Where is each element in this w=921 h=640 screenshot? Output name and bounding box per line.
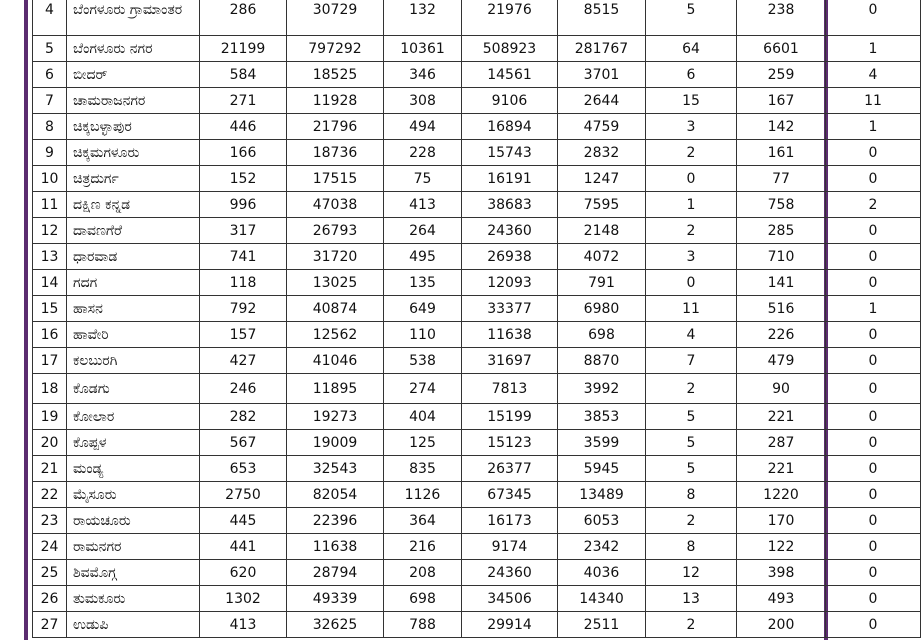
serial-number-cell: 16: [33, 322, 67, 348]
col1-cell: 246: [200, 374, 287, 404]
col2-cell: 19273: [287, 404, 384, 430]
col1-cell: 567: [200, 430, 287, 456]
col4-cell: 67345: [462, 482, 558, 508]
district-name-cell: ಕಲಬುರಗಿ: [67, 348, 200, 374]
district-name-cell: ಹಾಸನ: [67, 296, 200, 322]
col8-cell: 0: [826, 560, 921, 586]
district-name-cell: ಚಾಮರಾಜನಗರ: [67, 88, 200, 114]
col2-cell: 11638: [287, 534, 384, 560]
col5-cell: 5945: [558, 456, 646, 482]
serial-number-cell: 20: [33, 430, 67, 456]
col8-cell: 1: [826, 114, 921, 140]
col3-cell: 208: [384, 560, 462, 586]
district-name-cell: ಚಿತ್ರದುರ್ಗ: [67, 166, 200, 192]
col4-cell: 24360: [462, 560, 558, 586]
table-row: [33, 62, 921, 88]
col3-cell: 216: [384, 534, 462, 560]
col3-cell: 10361: [384, 36, 462, 62]
col2-cell: 32625: [287, 612, 384, 638]
col4-cell: 9174: [462, 534, 558, 560]
col1-cell: 446: [200, 114, 287, 140]
col1-cell: 286: [200, 0, 287, 36]
table-row: [33, 36, 921, 62]
district-name-cell: ಹಾವೇರಿ: [67, 322, 200, 348]
col6-cell: 0: [646, 270, 737, 296]
table-row: [33, 270, 921, 296]
col6-cell: 64: [646, 36, 737, 62]
col3-cell: 75: [384, 166, 462, 192]
col3-cell: 125: [384, 430, 462, 456]
col3-cell: 698: [384, 586, 462, 612]
district-name-cell: ಚಿಕ್ಕಬಳ್ಳಾಪುರ: [67, 114, 200, 140]
col2-cell: 11895: [287, 374, 384, 404]
col8-cell: 0: [826, 482, 921, 508]
table-row: [33, 218, 921, 244]
col7-cell: 287: [737, 430, 826, 456]
col4-cell: 26938: [462, 244, 558, 270]
col6-cell: 2: [646, 218, 737, 244]
col1-cell: 2750: [200, 482, 287, 508]
col6-cell: 5: [646, 0, 737, 36]
col1-cell: 271: [200, 88, 287, 114]
district-name-cell: ಗದಗ: [67, 270, 200, 296]
col2-cell: 31720: [287, 244, 384, 270]
table-row: [33, 374, 921, 404]
district-name-cell: ಶಿವಮೊಗ್ಗ: [67, 560, 200, 586]
col8-cell: 0: [826, 0, 921, 36]
col4-cell: 14561: [462, 62, 558, 88]
col4-cell: 16191: [462, 166, 558, 192]
col7-cell: 710: [737, 244, 826, 270]
serial-number-cell: 9: [33, 140, 67, 166]
serial-number-cell: 24: [33, 534, 67, 560]
col5-cell: 6053: [558, 508, 646, 534]
table-row: [33, 192, 921, 218]
serial-number-cell: 15: [33, 296, 67, 322]
district-name-cell: ಮಂಡ್ಯ: [67, 456, 200, 482]
col3-cell: 274: [384, 374, 462, 404]
col6-cell: 1: [646, 192, 737, 218]
col7-cell: 516: [737, 296, 826, 322]
table-row: [33, 508, 921, 534]
district-name-cell: ಕೊಡಗು: [67, 374, 200, 404]
col7-cell: 259: [737, 62, 826, 88]
district-name-cell: ಬೆಂಗಳೂರು ನಗರ: [67, 36, 200, 62]
col2-cell: 17515: [287, 166, 384, 192]
col1-cell: 1302: [200, 586, 287, 612]
col2-cell: 19009: [287, 430, 384, 456]
col6-cell: 15: [646, 88, 737, 114]
col7-cell: 141: [737, 270, 826, 296]
col2-cell: 41046: [287, 348, 384, 374]
col8-cell: 0: [826, 270, 921, 296]
col8-cell: 4: [826, 62, 921, 88]
col8-cell: 0: [826, 140, 921, 166]
col5-cell: 4036: [558, 560, 646, 586]
district-name-cell: ಉಡುಪಿ: [67, 612, 200, 638]
col1-cell: 996: [200, 192, 287, 218]
col6-cell: 2: [646, 374, 737, 404]
col8-cell: 0: [826, 534, 921, 560]
col7-cell: 200: [737, 612, 826, 638]
serial-number-cell: 14: [33, 270, 67, 296]
col7-cell: 161: [737, 140, 826, 166]
serial-number-cell: 26: [33, 586, 67, 612]
table-row: [33, 430, 921, 456]
col4-cell: 15743: [462, 140, 558, 166]
col5-cell: 7595: [558, 192, 646, 218]
page-margin: [0, 0, 24, 640]
col1-cell: 445: [200, 508, 287, 534]
col6-cell: 2: [646, 508, 737, 534]
district-statistics-table: [32, 0, 921, 638]
col1-cell: 741: [200, 244, 287, 270]
col5-cell: 3599: [558, 430, 646, 456]
col4-cell: 16894: [462, 114, 558, 140]
district-name-cell: ರಾಯಚೂರು: [67, 508, 200, 534]
table-row: [33, 560, 921, 586]
col6-cell: 2: [646, 140, 737, 166]
col2-cell: 13025: [287, 270, 384, 296]
col2-cell: 22396: [287, 508, 384, 534]
col6-cell: 5: [646, 430, 737, 456]
col8-cell: 1: [826, 36, 921, 62]
district-name-cell: ತುಮಕೂರು: [67, 586, 200, 612]
col7-cell: 142: [737, 114, 826, 140]
col4-cell: 7813: [462, 374, 558, 404]
col1-cell: 620: [200, 560, 287, 586]
col5-cell: 698: [558, 322, 646, 348]
table-row: [33, 348, 921, 374]
col3-cell: 413: [384, 192, 462, 218]
col4-cell: 33377: [462, 296, 558, 322]
col4-cell: 15123: [462, 430, 558, 456]
col5-cell: 281767: [558, 36, 646, 62]
col5-cell: 13489: [558, 482, 646, 508]
col5-cell: 3701: [558, 62, 646, 88]
col3-cell: 346: [384, 62, 462, 88]
col7-cell: 398: [737, 560, 826, 586]
col6-cell: 8: [646, 482, 737, 508]
col5-cell: 2342: [558, 534, 646, 560]
col4-cell: 21976: [462, 0, 558, 36]
table-row: [33, 296, 921, 322]
col4-cell: 29914: [462, 612, 558, 638]
serial-number-cell: 5: [33, 36, 67, 62]
col8-cell: 11: [826, 88, 921, 114]
col4-cell: 31697: [462, 348, 558, 374]
table-row: [33, 456, 921, 482]
district-name-cell: ಮೈಸೂರು: [67, 482, 200, 508]
col2-cell: 21796: [287, 114, 384, 140]
col5-cell: 14340: [558, 586, 646, 612]
col7-cell: 167: [737, 88, 826, 114]
table-row: [33, 322, 921, 348]
district-name-cell: ಬೆಂಗಳೂರು ಗ್ರಾಮಾಂತರ: [67, 0, 200, 36]
col8-cell: 2: [826, 192, 921, 218]
col1-cell: 792: [200, 296, 287, 322]
col1-cell: 584: [200, 62, 287, 88]
table-row: [33, 534, 921, 560]
col3-cell: 495: [384, 244, 462, 270]
col2-cell: 18525: [287, 62, 384, 88]
col7-cell: 1220: [737, 482, 826, 508]
table-body: [33, 0, 921, 638]
col4-cell: 11638: [462, 322, 558, 348]
table-row: [33, 0, 921, 36]
col5-cell: 3853: [558, 404, 646, 430]
col2-cell: 32543: [287, 456, 384, 482]
col4-cell: 26377: [462, 456, 558, 482]
col3-cell: 228: [384, 140, 462, 166]
col6-cell: 11: [646, 296, 737, 322]
col5-cell: 4759: [558, 114, 646, 140]
table-row: [33, 612, 921, 638]
district-name-cell: ದಕ್ಷಿಣ ಕನ್ನಡ: [67, 192, 200, 218]
col3-cell: 649: [384, 296, 462, 322]
col8-cell: 0: [826, 374, 921, 404]
col3-cell: 494: [384, 114, 462, 140]
col6-cell: 3: [646, 244, 737, 270]
col8-cell: 0: [826, 612, 921, 638]
serial-number-cell: 11: [33, 192, 67, 218]
col1-cell: 317: [200, 218, 287, 244]
col7-cell: 77: [737, 166, 826, 192]
col7-cell: 90: [737, 374, 826, 404]
col2-cell: 18736: [287, 140, 384, 166]
serial-number-cell: 21: [33, 456, 67, 482]
col7-cell: 221: [737, 456, 826, 482]
col5-cell: 3992: [558, 374, 646, 404]
col8-cell: 1: [826, 296, 921, 322]
col4-cell: 34506: [462, 586, 558, 612]
col8-cell: 0: [826, 404, 921, 430]
table-row: [33, 140, 921, 166]
col4-cell: 15199: [462, 404, 558, 430]
col3-cell: 835: [384, 456, 462, 482]
col1-cell: 282: [200, 404, 287, 430]
col1-cell: 157: [200, 322, 287, 348]
col6-cell: 12: [646, 560, 737, 586]
col5-cell: 2832: [558, 140, 646, 166]
col6-cell: 2: [646, 612, 737, 638]
col8-cell: 0: [826, 322, 921, 348]
col1-cell: 152: [200, 166, 287, 192]
col7-cell: 6601: [737, 36, 826, 62]
col6-cell: 5: [646, 404, 737, 430]
col1-cell: 427: [200, 348, 287, 374]
district-name-cell: ಕೊಪ್ಪಳ: [67, 430, 200, 456]
col3-cell: 364: [384, 508, 462, 534]
col6-cell: 4: [646, 322, 737, 348]
col3-cell: 788: [384, 612, 462, 638]
serial-number-cell: 4: [33, 0, 67, 36]
col8-cell: 0: [826, 456, 921, 482]
col6-cell: 6: [646, 62, 737, 88]
col1-cell: 166: [200, 140, 287, 166]
col7-cell: 493: [737, 586, 826, 612]
col8-cell: 0: [826, 348, 921, 374]
col3-cell: 538: [384, 348, 462, 374]
table-row: [33, 482, 921, 508]
serial-number-cell: 12: [33, 218, 67, 244]
col7-cell: 122: [737, 534, 826, 560]
col7-cell: 479: [737, 348, 826, 374]
col7-cell: 221: [737, 404, 826, 430]
col2-cell: 47038: [287, 192, 384, 218]
col8-cell: 0: [826, 166, 921, 192]
page-border-left: [24, 0, 28, 640]
col8-cell: 0: [826, 586, 921, 612]
col6-cell: 13: [646, 586, 737, 612]
col3-cell: 135: [384, 270, 462, 296]
col1-cell: 413: [200, 612, 287, 638]
col3-cell: 404: [384, 404, 462, 430]
col7-cell: 226: [737, 322, 826, 348]
col1-cell: 653: [200, 456, 287, 482]
col3-cell: 1126: [384, 482, 462, 508]
col2-cell: 82054: [287, 482, 384, 508]
col3-cell: 308: [384, 88, 462, 114]
col5-cell: 4072: [558, 244, 646, 270]
col2-cell: 49339: [287, 586, 384, 612]
col8-cell: 0: [826, 430, 921, 456]
col8-cell: 0: [826, 508, 921, 534]
col2-cell: 12562: [287, 322, 384, 348]
col7-cell: 758: [737, 192, 826, 218]
table-row: [33, 586, 921, 612]
serial-number-cell: 10: [33, 166, 67, 192]
district-name-cell: ಬೀದರ್: [67, 62, 200, 88]
serial-number-cell: 25: [33, 560, 67, 586]
col7-cell: 238: [737, 0, 826, 36]
serial-number-cell: 13: [33, 244, 67, 270]
col5-cell: 8870: [558, 348, 646, 374]
col5-cell: 6980: [558, 296, 646, 322]
col3-cell: 264: [384, 218, 462, 244]
col4-cell: 24360: [462, 218, 558, 244]
col6-cell: 3: [646, 114, 737, 140]
col5-cell: 2511: [558, 612, 646, 638]
table-row: [33, 244, 921, 270]
district-name-cell: ಧಾರವಾಡ: [67, 244, 200, 270]
col3-cell: 110: [384, 322, 462, 348]
col4-cell: 9106: [462, 88, 558, 114]
col2-cell: 30729: [287, 0, 384, 36]
col5-cell: 1247: [558, 166, 646, 192]
col2-cell: 28794: [287, 560, 384, 586]
col1-cell: 118: [200, 270, 287, 296]
serial-number-cell: 17: [33, 348, 67, 374]
serial-number-cell: 8: [33, 114, 67, 140]
col7-cell: 285: [737, 218, 826, 244]
district-name-cell: ಚಿಕ್ಕಮಗಳೂರು: [67, 140, 200, 166]
col5-cell: 2148: [558, 218, 646, 244]
serial-number-cell: 22: [33, 482, 67, 508]
col8-cell: 0: [826, 244, 921, 270]
serial-number-cell: 18: [33, 374, 67, 404]
district-name-cell: ಕೋಲಾರ: [67, 404, 200, 430]
col4-cell: 38683: [462, 192, 558, 218]
col5-cell: 2644: [558, 88, 646, 114]
col3-cell: 132: [384, 0, 462, 36]
col4-cell: 16173: [462, 508, 558, 534]
serial-number-cell: 7: [33, 88, 67, 114]
col5-cell: 791: [558, 270, 646, 296]
col1-cell: 441: [200, 534, 287, 560]
district-name-cell: ದಾವಣಗೆರೆ: [67, 218, 200, 244]
col2-cell: 40874: [287, 296, 384, 322]
district-statistics-table-container: [32, 0, 882, 638]
col6-cell: 5: [646, 456, 737, 482]
col1-cell: 21199: [200, 36, 287, 62]
col2-cell: 26793: [287, 218, 384, 244]
table-row: [33, 404, 921, 430]
col4-cell: 12093: [462, 270, 558, 296]
serial-number-cell: 6: [33, 62, 67, 88]
col8-cell: 0: [826, 218, 921, 244]
serial-number-cell: 27: [33, 612, 67, 638]
col6-cell: 7: [646, 348, 737, 374]
serial-number-cell: 23: [33, 508, 67, 534]
col4-cell: 508923: [462, 36, 558, 62]
col6-cell: 8: [646, 534, 737, 560]
table-row: [33, 114, 921, 140]
col2-cell: 797292: [287, 36, 384, 62]
table-row: [33, 88, 921, 114]
col6-cell: 0: [646, 166, 737, 192]
col2-cell: 11928: [287, 88, 384, 114]
col5-cell: 8515: [558, 0, 646, 36]
col7-cell: 170: [737, 508, 826, 534]
table-row: [33, 166, 921, 192]
serial-number-cell: 19: [33, 404, 67, 430]
district-name-cell: ರಾಮನಗರ: [67, 534, 200, 560]
